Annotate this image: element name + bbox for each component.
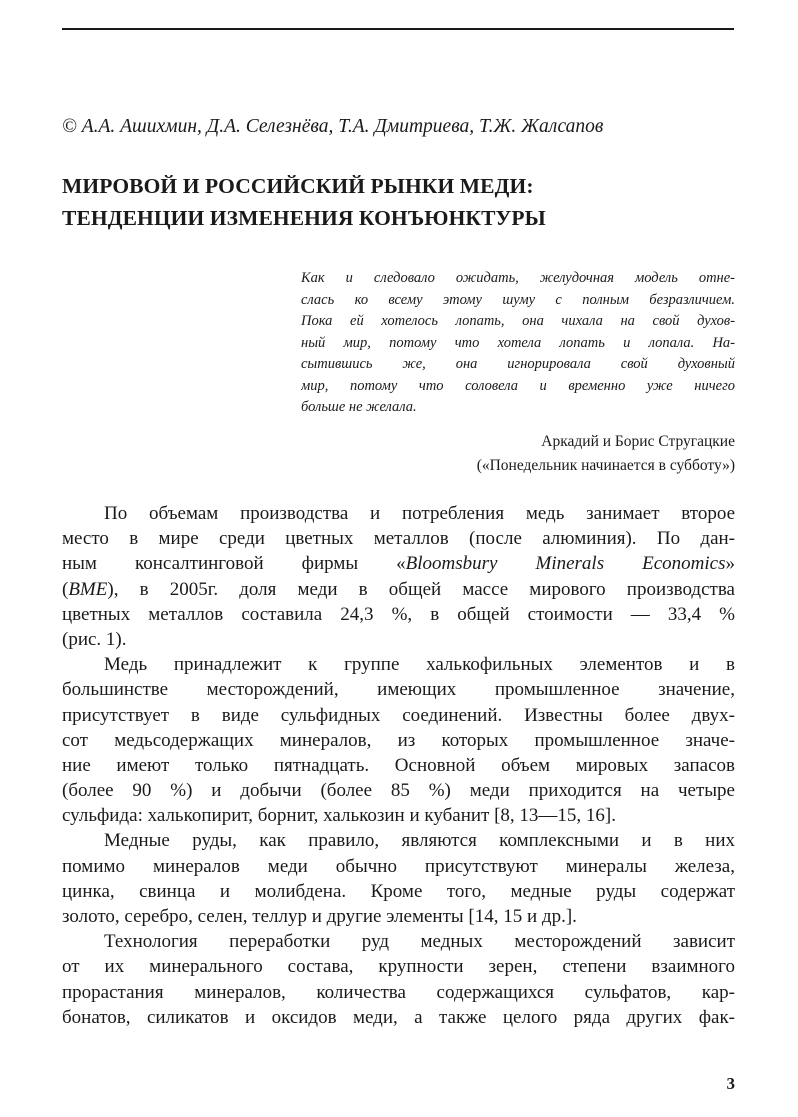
body-text	[62, 501, 735, 1030]
epigraph-line: Как и следовало ожидать, желудочная модель отне-	[301, 270, 735, 286]
epigraph-attribution	[477, 430, 735, 478]
epigraph-line: сытившись же, она игнорировала свой духовный	[301, 356, 735, 372]
text-line: прорастания минералов, количества содержащихся сульфатов, кар-	[62, 981, 735, 1003]
text-line	[62, 551, 735, 576]
epigraph-line: слась ко всему этому шуму с полным безразличием.	[301, 291, 735, 308]
text-line: золото, серебро, селен, теллур и другие элементы [14, 15 и др.].	[62, 906, 577, 927]
text-line: (рис. 1).	[62, 628, 127, 650]
attribution-author: Аркадий и Борис Стругацкие	[541, 433, 735, 450]
text-line: присутствует в виде сульфидных соединений. Известны более двух-	[62, 704, 735, 726]
text-line: сульфида: халькопирит, борнит, халькозин и кубанит [8, 13—15, 16].	[62, 805, 616, 827]
text-line: (более 90 %) и добычи (более 85 %) меди приходится на четыре	[62, 780, 735, 802]
text-line: Технология переработки руд медных месторождений зависит	[104, 931, 735, 953]
epigraph-line: больше не желала.	[301, 399, 417, 415]
epigraph-line: Пока ей хотелось лопать, она чихала на свой духов-	[301, 313, 735, 329]
text-line: сот медьсодержащих минералов, из которых промышленное значе-	[62, 729, 735, 751]
epigraph-line: ный мир, потому что хотела лопать и лопала. На-	[301, 334, 735, 351]
text-fragment: (	[62, 578, 69, 600]
company-abbreviation: BME	[68, 578, 108, 600]
title-line-2: ТЕНДЕНЦИИ ИЗМЕНЕНИЯ КОНЪЮНКТУРЫ	[62, 206, 546, 230]
text-line: цинка, свинца и молибдена. Кроме того, медные руды содержат	[62, 880, 735, 902]
authors-line: © А.А. Ашихмин, Д.А. Селезнёва, Т.А. Дмитриева, Т.Ж. Жалсапов	[62, 116, 604, 137]
paragraph-2	[62, 652, 735, 828]
title-line-1: МИРОВОЙ И РОССИЙСКИЙ РЫНКИ МЕДИ:	[62, 174, 534, 198]
text-line: ние имеют только пятнадцать. Основной объем мировых запасов	[62, 754, 735, 776]
text-fragment: ным консалтинговой фирмы «	[62, 553, 406, 575]
article-title	[62, 170, 742, 234]
paragraph-3	[62, 828, 735, 929]
text-line: место в мире среди цветных металлов (после алюминия). По дан-	[62, 528, 735, 550]
text-line: цветных металлов составила 24,3 %, в общей стоимости — 33,4 %	[62, 603, 735, 625]
top-rule	[62, 28, 734, 30]
text-fragment: ), в 2005г. доля меди в общей массе мирового производства	[107, 578, 735, 600]
paragraph-4	[62, 929, 735, 1030]
text-fragment: »	[725, 553, 735, 575]
text-line: По объемам производства и потребления медь занимает второе	[104, 503, 735, 524]
text-line: бонатов, силикатов и оксидов меди, а также целого ряда других фак-	[62, 1006, 735, 1028]
text-line: Медные руды, как правило, являются комплексными и в них	[104, 830, 735, 852]
paragraph-1	[62, 501, 735, 652]
text-line: большинстве месторождений, имеющих промышленное значение,	[62, 679, 735, 701]
epigraph	[301, 268, 735, 419]
text-line: помимо минералов меди обычно присутствуют минералы железа,	[62, 855, 735, 877]
text-line: от их минерального состава, крупности зерен, степени взаимного	[62, 956, 735, 978]
attribution-source: («Понедельник начинается в субботу»)	[476, 457, 735, 474]
epigraph-line: мир, потому что соловела и временно уже ничего	[301, 377, 735, 394]
text-line: Медь принадлежит к группе халькофильных элементов и в	[104, 654, 735, 676]
company-name: Bloomsbury Minerals Economics	[405, 553, 726, 575]
page-number: 3	[726, 1074, 735, 1093]
text-line	[62, 577, 735, 602]
